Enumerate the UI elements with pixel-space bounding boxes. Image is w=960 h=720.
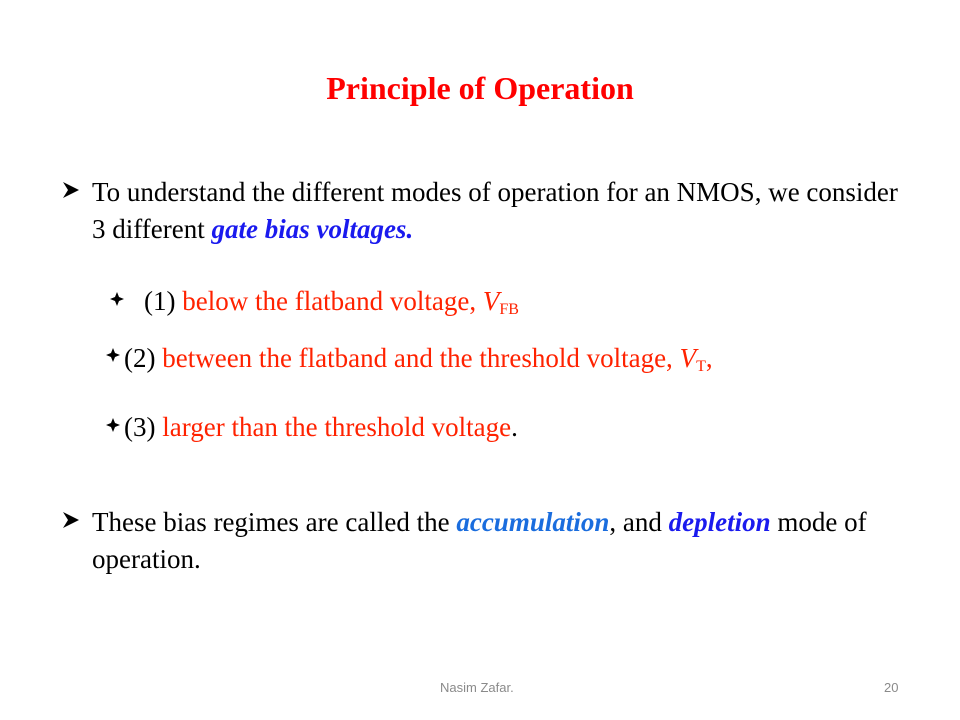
sub-item-1-number: (1)	[144, 286, 176, 316]
bullet-2-text-after: mode of operation.	[92, 507, 867, 574]
sub-item-2-subscript: T	[696, 358, 706, 375]
diamond-bullet-icon	[106, 348, 120, 362]
footer-author: Nasim Zafar.	[440, 680, 514, 695]
sub-item-2-text: between the flatband and the threshold voltage,	[155, 343, 680, 373]
sub-item-2-variable: V	[679, 343, 697, 373]
sub-item-1-subscript: FB	[499, 301, 519, 318]
bullet-2-text-middle: , and	[609, 507, 669, 537]
sub-item-2-number: (2)	[124, 343, 156, 373]
diamond-bullet-icon	[110, 292, 124, 306]
arrow-bullet-icon	[62, 181, 80, 199]
sub-item-3	[124, 412, 518, 443]
arrow-bullet-icon	[62, 511, 80, 529]
sub-item-1	[144, 286, 519, 319]
sub-item-3-number: (3)	[124, 412, 156, 442]
page-number: 20	[884, 680, 899, 695]
bullet-2-text-before: These bias regimes are called the	[92, 507, 457, 537]
bullet-2-emphasis-accumulation: accumulation	[456, 507, 610, 537]
sub-item-2-suffix: ,	[705, 343, 713, 373]
sub-item-1-text: below the flatband voltage,	[175, 286, 483, 316]
bullet-1-text: To understand the different modes of operation for an NMOS, we consider 3 different	[92, 177, 898, 244]
slide-title: Principle of Operation	[326, 70, 634, 106]
diamond-bullet-icon	[106, 418, 120, 432]
sub-item-3-suffix: .	[511, 412, 518, 442]
sub-item-2	[124, 343, 713, 376]
bullet-paragraph-1	[92, 174, 912, 248]
bullet-2-emphasis-depletion: depletion	[668, 507, 771, 537]
bullet-1-emphasis: gate bias voltages.	[211, 214, 414, 244]
bullet-paragraph-2	[92, 504, 912, 578]
sub-item-1-variable: V	[482, 286, 500, 316]
sub-item-3-text: larger than the threshold voltage	[155, 412, 512, 442]
